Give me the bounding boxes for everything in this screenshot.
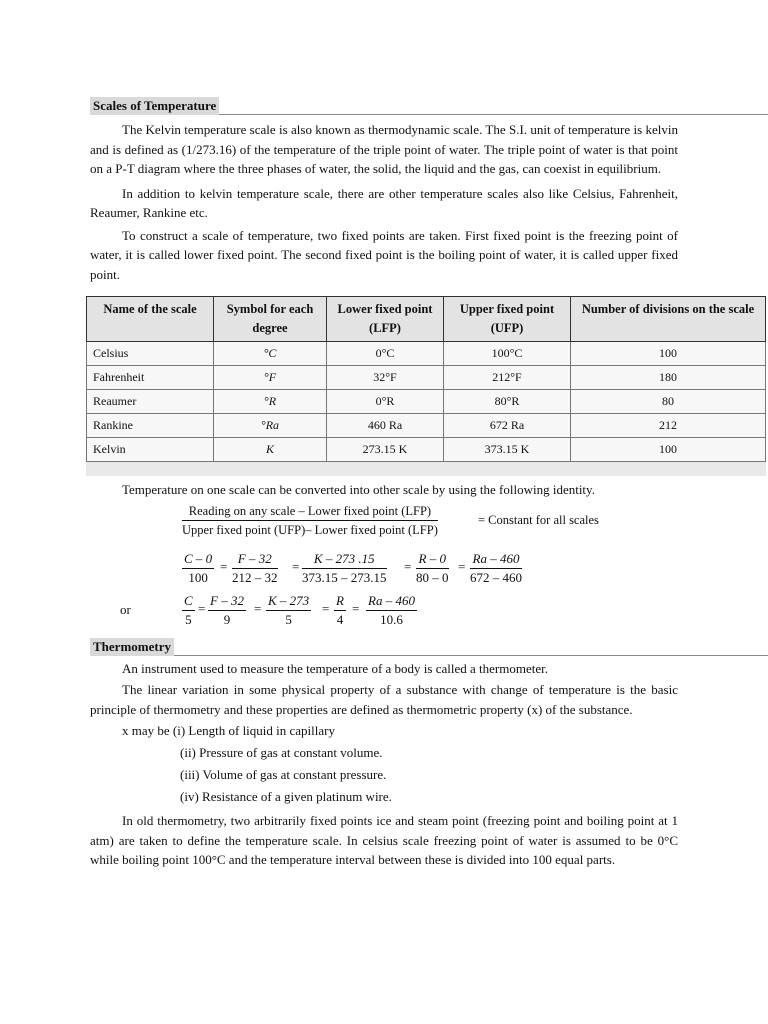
cell-ufp: 80°R (444, 390, 571, 414)
equals-sign: = (220, 558, 228, 574)
heading-rule (219, 114, 768, 115)
header-name: Name of the scale (87, 297, 214, 342)
paragraph-thermometric-property: The linear variation in some physical property of a substance with change of temperature is the basic principle of thermometry and these properties are defined as thermometric property (x) of the substance. (90, 682, 678, 717)
cell-symbol: °R (214, 390, 327, 414)
table-row (87, 366, 766, 390)
identity-rhs: = Constant for all scales (478, 512, 599, 527)
cell-divisions: 212 (571, 414, 766, 438)
cell-ufp: 373.15 K (444, 438, 571, 462)
cell-ufp: 212°F (444, 366, 571, 390)
cell-divisions: 100 (571, 438, 766, 462)
equals-sign: = (198, 600, 206, 616)
section-heading-thermometry (90, 636, 678, 656)
fraction-reaumer-simplified: $\frac{R}{4}$ (336, 592, 344, 627)
cell-symbol: °F (214, 366, 327, 390)
list-item: (ii) Pressure of gas at constant volume. (180, 745, 383, 760)
fraction-kelvin: $\frac{K - 273 .15}{373.15 - 273.15}$ (302, 550, 387, 585)
scales-table (86, 296, 766, 462)
fraction-rankine: $\frac{Ra - 460}{672 - 460}$ (470, 550, 522, 585)
paragraph-old-thermometry: In old thermometry, two arbitrarily fixed points ice and steam point (freezing point and boiling point at 1 atm) are taken to define the temperature scale. In celsius scale freezing point of water is assumed to be 0°C while boiling point 100°C and the temperature interval between these is divided into 100 equal parts. (90, 813, 678, 867)
identity-numerator: Reading on any scale – Lower fixed point (LFP) (182, 502, 438, 521)
cell-lfp: 460 Ra (327, 414, 444, 438)
cell-ufp: 672 Ra (444, 414, 571, 438)
cell-name: Fahrenheit (87, 366, 214, 390)
cell-divisions: 180 (571, 366, 766, 390)
paragraph-other-scales: In addition to kelvin temperature scale, there are other temperature scales also like Celsius, Fahrenheit, Reaumer, Rankine etc. (90, 185, 678, 220)
fraction-reaumer: $\frac{R - 0}{80 - 0}$ (416, 550, 449, 585)
table-row (87, 414, 766, 438)
header-ufp: Upper fixed point (UFP) (444, 297, 571, 342)
fraction-fahrenheit: $\frac{F - 32}{212 - 32}$ (232, 550, 278, 585)
document-page (90, 95, 755, 870)
heading-thermometry: Thermometry (90, 638, 174, 656)
fraction-celsius-simplified: $\frac{C}{5}$ (184, 592, 193, 627)
table-row (87, 342, 766, 366)
identity-denominator: Upper fixed point (UFP)– Lower fixed point (LFP) (182, 522, 438, 537)
cell-divisions: 80 (571, 390, 766, 414)
fraction-fahrenheit-simplified: $\frac{F - 32}{9}$ (210, 592, 244, 627)
paragraph-kelvin: The Kelvin temperature scale is also known as thermodynamic scale. The S.I. unit of temperature is kelvin and is defined as (1/273.16) of the temperature of the triple point of water. The triple point of water is that point on a P-T diagram where the three phases of water, the solid, the liquid and the gas, can coexist in equilibrium. (90, 122, 678, 176)
cell-lfp: 0°C (327, 342, 444, 366)
identity-formula (90, 500, 678, 546)
fraction-rankine-simplified: $\frac{Ra - 460}{10.6}$ (368, 592, 415, 627)
cell-ufp: 100°C (444, 342, 571, 366)
list-item: (iv) Resistance of a given platinum wire. (180, 789, 392, 804)
cell-name: Celsius (87, 342, 214, 366)
cell-symbol: °Ra (214, 414, 327, 438)
cell-lfp: 273.15 K (327, 438, 444, 462)
identity-fraction (182, 502, 438, 539)
heading-rule (174, 655, 768, 656)
list-intro: x may be (i) Length of liquid in capillary (122, 723, 335, 738)
header-symbol: Symbol for each degree (214, 297, 327, 342)
equals-sign: = (322, 600, 330, 616)
or-label: or (120, 601, 131, 617)
conversion-row-1 (90, 550, 678, 592)
fraction-kelvin-simplified: $\frac{K - 273}{5}$ (268, 592, 310, 627)
equals-sign: = (458, 558, 466, 574)
header-lfp: Lower fixed point (LFP) (327, 297, 444, 342)
cell-symbol: °C (214, 342, 327, 366)
cell-name: Rankine (87, 414, 214, 438)
fraction-celsius: $\frac{C - 0}{100}$ (184, 550, 213, 585)
equals-sign: = (404, 558, 412, 574)
list-item: (iii) Volume of gas at constant pressure. (180, 767, 387, 782)
paragraph-thermometer-definition: An instrument used to measure the temperature of a body is called a thermometer. (122, 660, 548, 676)
header-divisions: Number of divisions on the scale (571, 297, 766, 342)
table-header-row (87, 297, 766, 342)
table-row (87, 390, 766, 414)
cell-symbol: K (214, 438, 327, 462)
heading-scales-of-temperature: Scales of Temperature (90, 97, 219, 115)
equals-sign: = (254, 600, 262, 616)
conversion-row-2 (90, 592, 678, 634)
paragraph-fixed-points: To construct a scale of temperature, two fixed points are taken. First fixed point is the freezing point of water, it is called lower fixed point. The second fixed point is the boiling point of water, it is called upper fixed point. (90, 227, 678, 282)
cell-lfp: 32°F (327, 366, 444, 390)
equals-sign: = (352, 600, 360, 616)
cell-lfp: 0°R (327, 390, 444, 414)
cell-name: Reaumer (87, 390, 214, 414)
scales-table-container (86, 296, 766, 476)
cell-divisions: 100 (571, 342, 766, 366)
equals-sign: = (292, 558, 300, 574)
section-heading-scales (90, 95, 678, 115)
table-row (87, 438, 766, 462)
paragraph-conversion-intro: Temperature on one scale can be converted into other scale by using the following identity. (122, 482, 595, 497)
cell-name: Kelvin (87, 438, 214, 462)
